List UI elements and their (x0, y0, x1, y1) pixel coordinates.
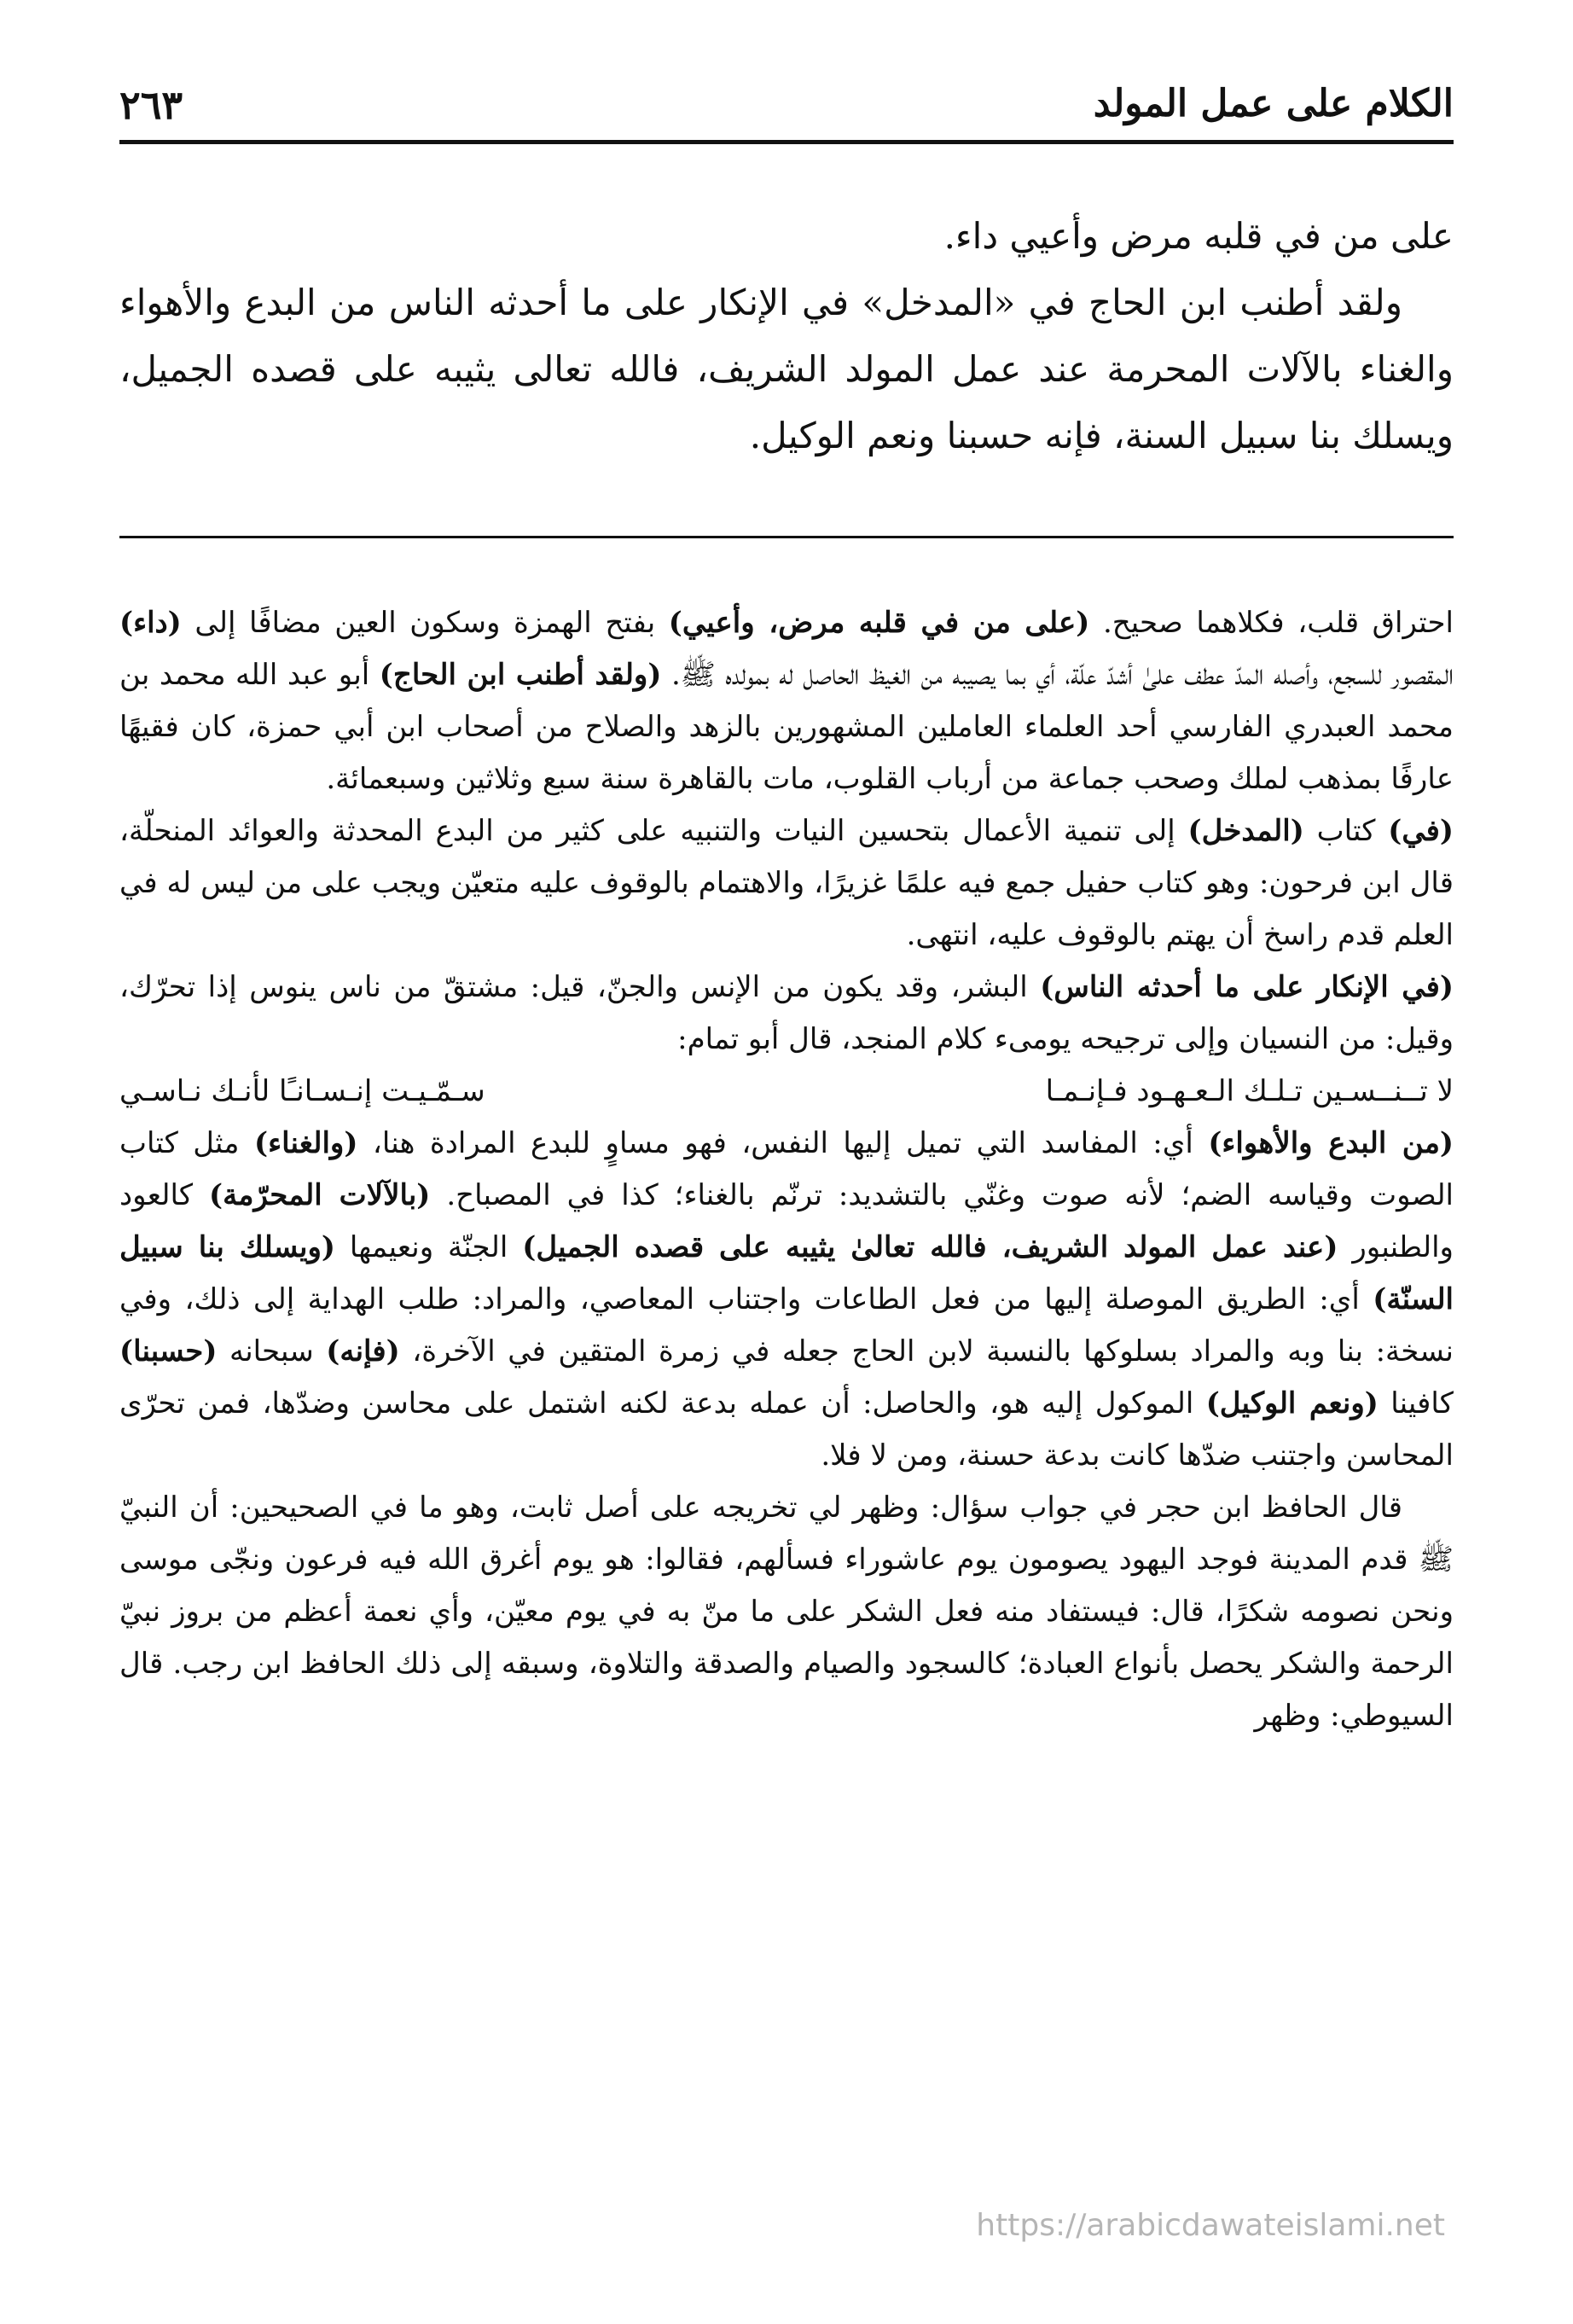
quoted-lemma: (داء) (119, 606, 182, 640)
quoted-lemma: (ونعم الوكيل) (1205, 1386, 1379, 1421)
watermark-url: https://arabicdawateislami.net (976, 2208, 1445, 2243)
quoted-lemma: (المدخل) (1187, 814, 1304, 848)
running-title: الكلام على عمل المولد (1093, 82, 1454, 125)
quoted-lemma: (فإنه) (326, 1334, 400, 1368)
verse-first-hemistich: لا تــنــسـين تـلـك الـعـهـود فـإنـمـا (1045, 1074, 1454, 1108)
page-number: ٢٦٣ (119, 82, 183, 128)
main-paragraph: على من في قلبه مرض وأعيي داء. (943, 215, 1454, 257)
quoted-lemma: (في الإنكار على ما أحدثه الناس) (1040, 970, 1454, 1004)
commentary-paragraph: (من البدع والأهواء) أي: المفاسد التي تميل إليها النفس، فهو مساوٍ للبدع المرادة هنا، (والغناء) مثل كتاب الصوت وقياسه الضم؛ لأنه صوت وغنّي بالتشديد: ترنّم بالغناء؛ كذا في المصباح. (بالآلات المحرّمة) كالعود والطنبور (عند عمل المولد الشريف، فالله تعالىٰ يثيبه على قصده الجميل) الجنّة ونعيمها (ويسلك بنا سبيل السنّة) أي: الطريق الموصلة إليها من فعل الطاعات واجتناب المعاصي، والمراد: طلب الهداية إلى ذلك، وفي نسخة: بنا وبه والمراد بسلوكها بالنسبة لابن الحاج جعله في زمرة المتقين في الآخرة، (فإنه) سبحانه (حسبنا) كافينا (ونعم الوكيل) الموكول إليه هو، والحاصل: أن عمله بدعة لكنه اشتمل على محاسن وضدّها، فمن تحرّى المحاسن واجتنب ضدّها كانت بدعة حسنة، ومن لا فلا. (119, 1126, 1454, 1473)
quoted-lemma: (في) (1388, 814, 1454, 848)
quoted-lemma: (حسبنا) (119, 1334, 218, 1368)
commentary-paragraph: (في) كتاب (المدخل) إلى تنمية الأعمال بتحسين النيات والتنبيه على كثير من البدع المحدثة والعوائد المنحلّة، قال ابن فرحون: وهو كتاب حفيل جمع فيه علمًا غزيرًا، والاهتمام بالوقوف عليه متعيّن ويجب على من ليس له في العلم قدم راسخ أن يهتم بالوقوف عليه، انتهى. (119, 814, 1454, 952)
header-rule (119, 140, 1454, 144)
commentary-text (119, 597, 1454, 1742)
quoted-lemma: (والغناء) (254, 1126, 358, 1160)
commentary-paragraph: (في الإنكار على ما أحدثه الناس) البشر، وقد يكون من الإنس والجنّ، قيل: مشتقّ من ناس ينوس إذا تحرّك، وقيل: من النسيان وإلى ترجيحه يومىء كلام المنجد، قال أبو تمام: (119, 970, 1454, 1056)
commentary-paragraph: قال الحافظ ابن حجر في جواب سؤال: وظهر لي تخريجه على أصل ثابت، وهو ما في الصحيحين: أن النبيّ ﷺ قدم المدينة فوجد اليهود يصومون يوم عاشوراء فسألهم، فقالوا: هو يوم أغرق الله فيه فرعون ونجّى موسى ونحن نصومه شكرًا، قال: فيستفاد منه فعل الشكر على ما منّ به في يوم معيّن، وأي نعمة أعظم من بروز نبيّ الرحمة والشكر يحصل بأنواع العبادة؛ كالسجود والصيام والصدقة والتلاوة، وسبقه إلى ذلك الحافظ ابن رجب. قال السيوطي: وظهر (119, 1490, 1454, 1733)
main-paragraph: ولقد أطنب ابن الحاج في «المدخل» في الإنكار على ما أحدثه الناس من البدع والأهواء والغناء بالآلات المحرمة عند عمل المولد الشريف، فالله تعالى يثيبه على قصده الجميل، ويسلك بنا سبيل السنة، فإنه حسبنا ونعم الوكيل. (119, 282, 1454, 456)
quoted-lemma: (على من في قلبه مرض، وأعيي) (668, 606, 1090, 640)
commentary-paragraph: احتراق قلب، فكلاهما صحيح. (على من في قلبه مرض، وأعيي) بفتح الهمزة وسكون العين مضافًا إلى (داء) المقصور للسجع، وأصله المدّ عطف علىٰ أشدّ علّة، أي بما يصيبه من الغيظ الحاصل له بمولده ﷺ. (ولقد أطنب ابن الحاج) أبو عبد الله محمد بن محمد العبدري الفارسي أحد العلماء العاملين المشهورين بالزهد والصلاح من أصحاب ابن أبي حمزة، كان فقيهًا عارفًا بمذهب لملك وصحب جماعة من أرباب القلوب، مات بالقاهرة سنة سبع وثلاثين وسبعمائة. (119, 606, 1454, 796)
quoted-lemma: (ويسلك بنا سبيل السنّة) (119, 1230, 1454, 1316)
quoted-lemma: (عند عمل المولد الشريف، فالله تعالىٰ يثيبه على قصده الجميل) (522, 1230, 1338, 1264)
poetry-verse (119, 1066, 1454, 1118)
main-text (119, 203, 1454, 469)
commentary-divider (119, 536, 1454, 538)
quoted-lemma: (من البدع والأهواء) (1208, 1126, 1454, 1160)
quoted-lemma: (بالآلات المحرّمة) (208, 1178, 431, 1212)
page-header (119, 82, 1454, 142)
quoted-lemma: (ولقد أطنب ابن الحاج) (379, 658, 662, 692)
verse-second-hemistich: سـمّـيـت إنـسـانـًا لأنـك نـاسـي (119, 1074, 485, 1108)
